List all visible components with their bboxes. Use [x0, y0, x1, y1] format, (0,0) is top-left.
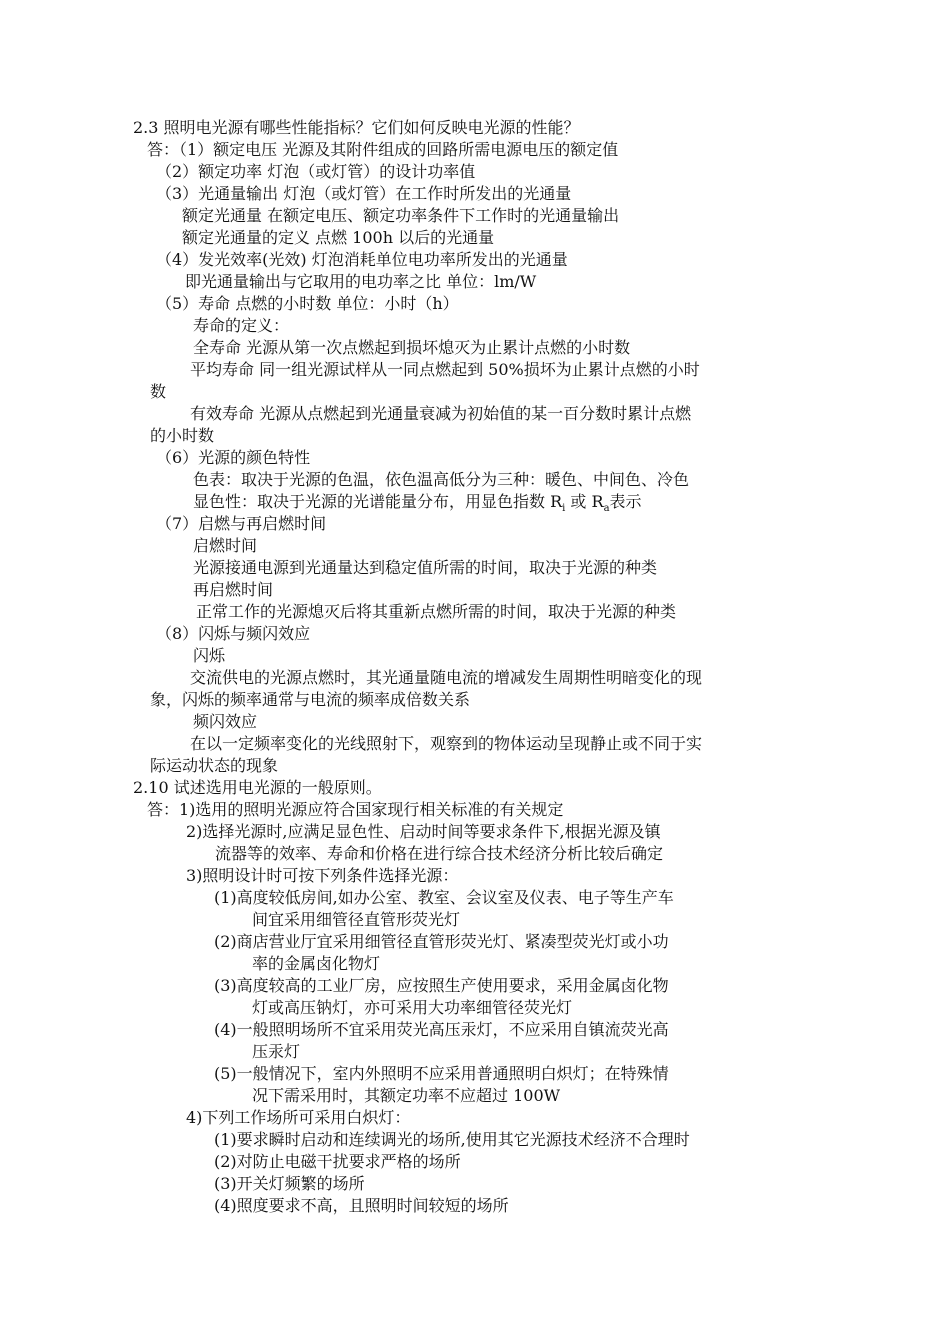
answer-line: 即光通量输出与它取用的电功率之比 单位：lm/W — [185, 272, 537, 291]
answer-text: 或 R — [565, 492, 604, 511]
answer-line: 流器等的效率、寿命和价格在进行综合技术经济分析比较后确定 — [215, 844, 664, 863]
answer-line: (2)商店营业厅宜采用细管径直管形荧光灯、紧凑型荧光灯或小功 — [214, 932, 669, 951]
answer-line: 际运动状态的现象 — [150, 756, 279, 775]
answer-line: （7）启燃与再启燃时间 — [156, 514, 327, 533]
answer-line: 再启燃时间 — [193, 580, 274, 599]
answer-line: (4)照度要求不高，且照明时间较短的场所 — [214, 1196, 509, 1215]
answer-line: （8）闪烁与频闪效应 — [156, 624, 311, 643]
answer-line: (2)对防止电磁干扰要求严格的场所 — [214, 1152, 461, 1171]
answer-line: 额定光通量 在额定电压、额定功率条件下工作时的光通量输出 — [182, 206, 620, 225]
answer-line: （3）光通量输出 灯泡（或灯管）在工作时所发出的光通量 — [156, 184, 572, 203]
answer-line: 在以一定频率变化的光线照射下，观察到的物体运动呈现静止或不同于实 — [190, 734, 703, 753]
answer-text: 表示 — [609, 492, 642, 511]
answer-line: 象，闪烁的频率通常与电流的频率成倍数关系 — [150, 690, 471, 709]
answer-line: 启燃时间 — [193, 536, 258, 555]
answer-line: 寿命的定义： — [193, 316, 290, 335]
answer-line: 光源接通电源到光通量达到稳定值所需的时间，取决于光源的种类 — [193, 558, 658, 577]
answer-line: 压汞灯 — [252, 1042, 301, 1061]
answer-line: 间宜采用细管径直管形荧光灯 — [252, 910, 461, 929]
subscript: i — [562, 503, 566, 515]
answer-line: 全寿命 光源从第一次点燃起到损坏熄灭为止累计点燃的小时数 — [193, 338, 631, 357]
answer-text: 显色性：取决于光源的光谱能量分布，用显色指数 R — [193, 492, 563, 511]
answer-line: 4)下列工作场所可采用白炽灯： — [186, 1108, 411, 1127]
answer-line: （2）额定功率 灯泡（或灯管）的设计功率值 — [156, 162, 476, 181]
answer-line: (3)高度较高的工业厂房，应按照生产使用要求，采用金属卤化物 — [214, 976, 669, 995]
answer-line: 2)选择光源时,应满足显色性、启动时间等要求条件下,根据光源及镇 — [186, 822, 661, 841]
answer-line: (1)高度较低房间,如办公室、教室、会议室及仪表、电子等生产车 — [214, 888, 674, 907]
answer-line: 正常工作的光源熄灭后将其重新点燃所需的时间，取决于光源的种类 — [196, 602, 677, 621]
answer-line: 闪烁 — [193, 646, 226, 665]
answer-line: (1)要求瞬时启动和连续调光的场所,使用其它光源技术经济不合理时 — [214, 1130, 690, 1149]
answer-line: (4)一般照明场所不宜采用荧光高压汞灯，不应采用自镇流荧光高 — [214, 1020, 669, 1039]
answer-line: 答：（1）额定电压 光源及其附件组成的回路所需电源电压的额定值 — [147, 140, 619, 159]
answer-line: （5）寿命 点燃的小时数 单位：小时（h） — [156, 294, 459, 313]
answer-line: 率的金属卤化物灯 — [252, 954, 381, 973]
answer-line: （6）光源的颜色特性 — [156, 448, 311, 467]
answer-line: 灯或高压钠灯，亦可采用大功率细管径荧光灯 — [252, 998, 573, 1017]
subscript: a — [603, 503, 610, 515]
answer-line: 频闪效应 — [193, 712, 258, 731]
answer-line: 的小时数 — [150, 426, 215, 445]
question-2-10: 2.10 试述选用电光源的一般原则。 — [133, 778, 382, 797]
answer-line: 答：1)选用的照明光源应符合国家现行相关标准的有关规定 — [147, 800, 564, 819]
answer-line: 色表：取决于光源的色温，依色温高低分为三种：暖色、中间色、冷色 — [193, 470, 690, 489]
answer-line: (3)开关灯频繁的场所 — [214, 1174, 365, 1193]
answer-line: 交流供电的光源点燃时，其光通量随电流的增减发生周期性明暗变化的现 — [190, 668, 703, 687]
answer-line: (5)一般情况下，室内外照明不应采用普通照明白炽灯；在特殊情 — [214, 1064, 669, 1083]
answer-line: 有效寿命 光源从点燃起到光通量衰减为初始值的某一百分数时累计点燃 — [190, 404, 692, 423]
answer-line: （4）发光效率(光效) 灯泡消耗单位电功率所发出的光通量 — [156, 250, 568, 269]
answer-line: 3)照明设计时可按下列条件选择光源： — [186, 866, 459, 885]
answer-line: 数 — [150, 382, 167, 401]
question-2-3: 2.3 照明电光源有哪些性能指标？它们如何反映电光源的性能？ — [133, 118, 580, 137]
answer-line: 额定光通量的定义 点燃 100h 以后的光通量 — [182, 228, 495, 247]
answer-line: 况下需采用时，其额定功率不应超过 100W — [252, 1086, 561, 1105]
answer-line: 平均寿命 同一组光源试样从一同点燃起到 50%损坏为止累计点燃的小时 — [190, 360, 700, 379]
